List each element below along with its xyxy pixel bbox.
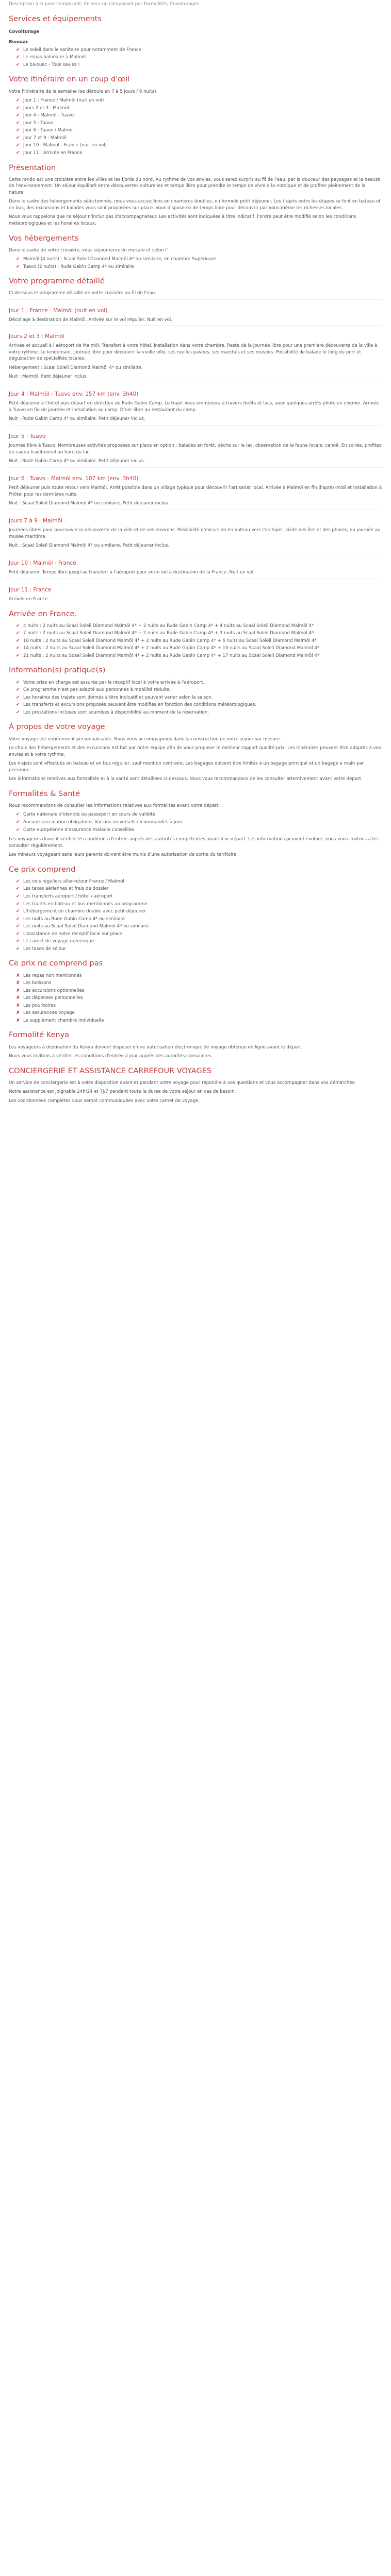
check-icon: ✔ — [16, 702, 20, 708]
cross-icon: ✘ — [16, 995, 20, 1001]
hebergements-intro: Dans le cadre de votre croisière, vous séjournerez en mesure et selon l' — [9, 247, 168, 253]
list-item: ✔ 4 nuits : 2 nuits au Scaal Soleil Diamond Malmöl 4* + 2 nuits au Rude Gabin Camp 4* + 4 nuits au Scaal Soleil Diamond Malmöl 4* — [16, 623, 382, 630]
list-item: ✔ Les taxes de séjour — [16, 946, 382, 953]
conciergerie-section — [9, 1066, 382, 1105]
list-item: ✔ Jour 1 : France / Malmöl (nuit en vol) — [16, 97, 382, 104]
formalite-annexe-section — [9, 1030, 382, 1059]
cross-icon: ✘ — [16, 1018, 20, 1023]
check-icon: ✔ — [16, 113, 20, 118]
list-item: ✔ Les nuits au Rude Gabin Camp 4* ou similaire — [16, 916, 382, 923]
formalites-section — [9, 789, 382, 858]
paragraph: Un service de conciergerie est à votre disposition avant et pendant votre voyage pour répondre à vos questions et vous accompagner dans vos démarches. — [9, 1080, 356, 1086]
list-item: ✔ 10 nuits : 2 nuits au Scaal Soleil Diamond Malmöl 4* + 2 nuits au Rude Gabin Camp 4* + 6 nuits au Scaal Soleil Diamond Malmöl 4* — [16, 638, 382, 645]
paragraph: Nuit : Rude Gabin Camp 4* ou similaire. Petit déjeuner inclus. — [9, 416, 145, 422]
day-title: Jour 10 : Malmöl - France — [9, 560, 76, 566]
paragraph: Nuit : Rude Gabin Camp 4* ou similaire. Petit déjeuner inclus. — [9, 459, 145, 464]
day-block — [9, 579, 382, 603]
list-item: ✔ Les nuits au Scaal Soleil Diamond Malmöl 4* ou similaire — [16, 923, 382, 930]
list-item: ✔ Le bivouac - Tous saviez ! — [16, 62, 382, 69]
propos-section — [9, 722, 382, 782]
prix-comprend-section — [9, 865, 382, 953]
paragraph: Arrivée et accueil à l'aéroport de Malmöl. Transfert à votre hôtel. Installation dans votre chambre. Reste de la journée libre pour une première découverte de la ville à votre rythme. Le lendemain, journée libre pour découvrir la vieille ville, ses ruelles pavées, ses marchés et ses musées. Possibilité de balade le long du port et dégustation de spécialités locales. — [9, 343, 378, 362]
intro-text: Description à la pure composant. Ce sera un composant pur Formalités, Covoiturages — [9, 2, 199, 7]
check-icon: ✔ — [16, 709, 20, 715]
prix-ne-comprend-title: Ce prix ne comprend pas — [9, 959, 103, 968]
check-icon: ✔ — [16, 931, 20, 937]
list-item: ✘ Le supplément chambre individuelle — [16, 1018, 382, 1024]
list-item: ✘ Les dépenses personnelles — [16, 995, 382, 1002]
list-item: ✔ Votre prise en charge est assurée par le réceptif local à votre arrivée à l'aéroport. — [16, 680, 382, 686]
check-icon: ✔ — [16, 623, 20, 629]
itineraire-section — [9, 74, 382, 156]
cross-icon: ✘ — [16, 1003, 20, 1008]
paragraph: Les mineurs voyageant sans leurs parents doivent être munis d'une autorisation de sortie du territoire. — [9, 852, 238, 858]
check-icon: ✔ — [16, 120, 20, 126]
paragraph: Les coordonnées complètes vous seront communiquées avec votre carnet de voyage. — [9, 1098, 200, 1104]
paragraph: Nous vous invitons à vérifier les conditions d'entrée à jour auprès des autorités consulaires. — [9, 1054, 213, 1059]
list-item: ✔ L'assistance de notre réceptif local sur place — [16, 931, 382, 938]
check-icon: ✔ — [16, 264, 20, 269]
day-block — [9, 383, 382, 422]
services-subtitle-2: Bivouac — [9, 40, 29, 45]
infos-title: Information(s) pratique(s) — [9, 666, 106, 675]
prix-ne-comprend-section — [9, 958, 382, 1024]
paragraph: Dans le cadre des hébergements sélectionnés, nous vous accueillons en chambres doubles, en formule petit déjeuner. Les trajets entre les étapes se font en bateau et en bus, des excursions et balades vous sont proposées sur place. Vous disposerez de temps libre pour découvrir par vous-même les richesses locales. — [9, 199, 381, 211]
formalite-annexe-title: Formalité Kenya — [9, 1031, 70, 1040]
formalites-title: Formalités & Santé — [9, 789, 80, 798]
check-icon: ✔ — [16, 150, 20, 156]
list-item: ✔ Les trajets en bateau et bus mentionnés au programme — [16, 901, 382, 908]
hebergements-title: Vos hébergements — [9, 234, 79, 243]
check-icon: ✔ — [16, 812, 20, 818]
check-icon: ✔ — [16, 128, 20, 133]
day-block — [9, 510, 382, 549]
paragraph: Nous vous rappelons que ce séjour n'inclut pas d'accompagnateur. Les activités sont indiquées à titre indicatif, l'ordre peut être modifié selon les conditions météorologiques et les horaires locaux. — [9, 214, 356, 226]
hebergements-section — [9, 233, 382, 270]
list-item: ✔ Le repas balnéaire à Malmöl — [16, 54, 382, 61]
cross-icon: ✘ — [16, 988, 20, 993]
check-icon: ✔ — [16, 631, 20, 636]
check-icon: ✔ — [16, 47, 20, 53]
check-icon: ✔ — [16, 105, 20, 111]
check-icon: ✔ — [16, 98, 20, 104]
check-icon: ✔ — [16, 638, 20, 643]
list-item: ✘ Les boissons — [16, 980, 382, 987]
check-icon: ✔ — [16, 916, 20, 922]
check-icon: ✔ — [16, 939, 20, 944]
paragraph: Les voyageurs doivent vérifier les conditions d'entrée auprès des autorités compétentes avant leur départ. Les informations peuvent évoluer, nous vous invitons à les consulter régulièrement. — [9, 837, 379, 849]
check-icon: ✔ — [16, 62, 20, 67]
paragraph: Petit déjeuner puis route retour vers Malmöl. Arrêt possible dans un village typique pour découvrir l'artisanat local. Arrivée à Malmöl en fin d'après-midi et installation à l'hôtel pour les dernières nuits. — [9, 485, 382, 497]
list-item: ✔ 21 nuits : 2 nuits au Scaal Soleil Diamond Malmöl 4* + 2 nuits au Rude Gabin Camp 4* + 17 nuits au Scaal Soleil Diamond Malmöl 4* — [16, 653, 382, 659]
paragraph: Petit déjeuner à l'hôtel puis départ en direction de Rude Gabin Camp. Le trajet vous emmènera à travers forêts et lacs, avec quelques arrêts photo en chemin. Arrivée à Tuavo en fin de journée et installation au camp. Dîner libre au restaurant du camp. — [9, 401, 379, 413]
check-icon: ✔ — [16, 55, 20, 60]
day-title: Jour 5 : Tuavo — [9, 433, 46, 439]
paragraph: Journées libres pour poursuivre la découverte de la ville et de ses environs. Possibilité d'excursion en bateau vers l'archipel, visite des îles et des phares, ou journée au musée maritime. — [9, 528, 381, 539]
paragraph: Petit déjeuner. Temps libre jusqu'au transfert à l'aéroport pour votre vol à destination de la France. Nuit en vol. — [9, 570, 255, 575]
paragraph: Arrivée en France. — [9, 597, 50, 602]
day-block — [9, 299, 382, 324]
list-item: ✔ Malmöl (4 nuits) : Scaal Soleil Diamond Malmöl 4* ou similaire, en chambre Supérieure — [16, 256, 382, 263]
paragraph: Hébergement : Scaal Soleil Diamond Malmöl 4* ou similaire. — [9, 365, 143, 370]
list-item: ✘ Les repas non mentionnés — [16, 973, 382, 979]
list-item: ✔ Jour 10 : Malmöl - France (nuit en vol) — [16, 142, 382, 149]
list-item: ✔ Jour 7 et 9 : Malmöl — [16, 135, 382, 142]
programme-intro: Ci-dessous le programme détaillé de votre croisière au fil de l'eau. — [9, 291, 156, 296]
check-icon: ✔ — [16, 687, 20, 693]
list-item: ✔ Le carnet de voyage numérique — [16, 938, 382, 945]
paragraph: Nuit : Scaal Soleil Diamond Malmöl 4* ou similaire. Petit déjeuner inclus. — [9, 543, 170, 549]
cross-icon: ✘ — [16, 1010, 20, 1016]
list-item: ✔ 14 nuits : 2 nuits au Scaal Soleil Diamond Malmöl 4* + 2 nuits au Rude Gabin Camp 4* + 10 nuits au Scaal Soleil Diamond Malmöl 4* — [16, 645, 382, 652]
programme-section — [9, 276, 382, 602]
list-item: ✔ Les vols réguliers aller-retour France / Malmöl — [16, 878, 382, 885]
propos-intro: Votre voyage est entièrement personnalisable. Nous vous accompagnons dans la construction de votre séjour sur mesure. — [9, 736, 282, 742]
services-subtitle: Covoiturage — [9, 29, 39, 35]
check-icon: ✔ — [16, 135, 20, 141]
day-meta: Décollage à destination de Malmöl. Arrivée sur le vol régulier. Nuit en vol. — [9, 317, 173, 323]
day-block — [9, 425, 382, 465]
propos-title: À propos de votre voyage — [9, 723, 105, 732]
paragraph: Cette rando est une croisière entre les villes et les fjords du nord. Au rythme de vos envies, vous serez surpris au fil de l'eau, par la douceur des paysages et la beauté de l'environnement. Un séjour équilibré entre découvertes culturelles et temps libre pour prendre le temps de vivre à la nordique et de profiter pleinement de la nature. — [9, 177, 380, 195]
services-title: Services et équipements — [9, 14, 102, 23]
day-block — [9, 325, 382, 380]
check-icon: ✔ — [16, 894, 20, 900]
check-icon: ✔ — [16, 827, 20, 833]
list-item: ✔ Aucune vaccination obligatoire. Vaccins universels recommandés à jour. — [16, 819, 382, 826]
list-item: ✔ Les transferts aéroport / hôtel / aéroport — [16, 893, 382, 900]
paragraph: Nuit : Malmöl. Petit déjeuner inclus. — [9, 374, 88, 380]
check-icon: ✔ — [16, 653, 20, 658]
hebergements-list — [9, 256, 382, 270]
day-block — [9, 552, 382, 576]
day-title: Jour 11 : France — [9, 586, 52, 593]
check-icon: ✔ — [16, 886, 20, 892]
infos-section — [9, 665, 382, 716]
prix-comprend-list — [9, 878, 382, 952]
day-title: Jour 1 : France - Malmöl (nuit en vol) — [9, 308, 108, 314]
itineraire-list — [9, 97, 382, 156]
day-block — [9, 467, 382, 507]
check-icon: ✔ — [16, 820, 20, 825]
prix-comprend-title: Ce prix comprend — [9, 865, 76, 874]
formalites-intro: Nous recommandons de consulter les informations relatives aux formalités avant votre départ. — [9, 803, 220, 808]
itineraire-intro: Votre l'itinéraire de la semaine (se déroule en 7 à 5 jours / 8 nuits) — [9, 89, 156, 94]
programme-title: Votre programme détaillé — [9, 277, 105, 286]
check-icon: ✔ — [16, 143, 20, 148]
check-icon: ✔ — [16, 680, 20, 685]
list-item: ✔ Les taxes aériennes et frais de dossier — [16, 886, 382, 892]
check-icon: ✔ — [16, 878, 20, 884]
check-icon: ✔ — [16, 257, 20, 262]
arrivee-section — [9, 609, 382, 659]
paragraph: Journée libre à Tuavo. Nombreuses activités proposées sur place en option : balades en forêt, pêche sur le lac, observation de la faune locale, canoë. En soirée, profitez du sauna traditionnel au bord du lac. — [9, 443, 382, 455]
list-item: ✔ Les horaires des trajets sont donnés à titre indicatif et peuvent varier selon la saison. — [16, 694, 382, 701]
paragraph: Notre assistance est joignable 24h/24 et 7j/7 pendant toute la durée de votre séjour en cas de besoin. — [9, 1089, 236, 1095]
services-list — [9, 47, 382, 69]
paragraph: Nuit : Scaal Soleil Diamond Malmöl 4* ou similaire. Petit déjeuner inclus. — [9, 501, 170, 506]
formalites-list — [9, 811, 382, 833]
list-item: ✔ Tuavo (2 nuits) : Rude Gabin Camp 4* ou similaire — [16, 264, 382, 270]
day-title: Jours 7 à 9 : Malmöl — [9, 517, 62, 524]
check-icon: ✔ — [16, 924, 20, 929]
paragraph: Le choix des hébergements et des excursions est fait par notre équipe afin de vous proposer le meilleur rapport qualité-prix. Les itinéraires peuvent être adaptés à vos envies et à votre rythme. — [9, 745, 381, 757]
check-icon: ✔ — [16, 901, 20, 907]
paragraph: Les informations relatives aux formalités et à la santé sont détaillées ci-dessous. Nous vous recommandons de les consulter attentivement avant votre départ. — [9, 776, 363, 782]
check-icon: ✔ — [16, 946, 20, 952]
cross-icon: ✘ — [16, 973, 20, 978]
check-icon: ✔ — [16, 694, 20, 700]
paragraph: Les trajets sont effectués en bateau et en bus régulier, sauf mention contraire. Les bagages doivent être limités à un bagage principal et un bagage à main par personne. — [9, 761, 364, 773]
list-item: ✘ Les assurances voyage — [16, 1010, 382, 1016]
day-title: Jour 6 : Tuavo - Malmöl env. 107 km (env. 3h40) — [9, 475, 139, 482]
list-item: ✔ Carte européenne d'assurance maladie conseillée. — [16, 827, 382, 834]
paragraph: Les voyageurs à destination du Kenya doivent disposer d'une autorisation électronique de voyage obtenue en ligne avant le départ. — [9, 1044, 303, 1050]
cross-icon: ✘ — [16, 980, 20, 986]
day-title: Jour 4 : Malmöl - Tuavo env. 157 km (env. 3h40) — [9, 391, 139, 397]
day-title: Jours 2 et 3 : Malmöl — [9, 333, 65, 340]
list-item: ✔ Le soleil dans le sanitaire pour notamment de France — [16, 47, 382, 54]
list-item: ✔ L'hébergement en chambre double avec petit déjeuner — [16, 908, 382, 915]
list-item: ✔ Ce programme n'est pas adapté aux personnes à mobilité réduite. — [16, 687, 382, 693]
arrivee-title: Arrivée en France. — [9, 609, 77, 618]
page — [0, 0, 391, 1122]
list-item: ✔ Jour 4 : Malmöl - Tuavo — [16, 112, 382, 119]
list-item: ✘ Les excursions optionnelles — [16, 988, 382, 994]
list-item: ✔ Jour 11 : Arrivée en France — [16, 150, 382, 157]
list-item: ✔ Jours 2 et 3 : Malmöl — [16, 105, 382, 112]
presentation-section — [9, 163, 382, 227]
presentation-title: Présentation — [9, 163, 56, 172]
list-item: ✔ Les prestations incluses sont soumises à disponibilité au moment de la réservation. — [16, 709, 382, 716]
list-item: ✔ Carte nationale d'identité ou passeport en cours de validité. — [16, 811, 382, 818]
list-item: ✔ 7 nuits : 2 nuits au Scaal Soleil Diamond Malmöl 4* + 2 nuits au Rude Gabin Camp 4* + 3 nuits au Scaal Soleil Diamond Malmöl 4* — [16, 630, 382, 637]
arrivee-list — [9, 623, 382, 659]
list-item: ✔ Les transferts et excursions proposés peuvent être modifiés en fonction des conditions météorologiques. — [16, 702, 382, 708]
list-item: ✔ Jour 6 : Tuavo / Malmöl — [16, 127, 382, 134]
list-item: ✔ Jour 5 : Tuavo — [16, 120, 382, 127]
check-icon: ✔ — [16, 909, 20, 914]
itineraire-title: Votre itinéraire en un coup d'œil — [9, 75, 130, 84]
check-icon: ✔ — [16, 646, 20, 651]
conciergerie-title: CONCIERGERIE ET ASSISTANCE CARREFOUR VOYAGES — [9, 1066, 212, 1075]
services-section — [9, 14, 382, 69]
prix-ne-comprend-list — [9, 973, 382, 1024]
infos-list — [9, 680, 382, 716]
list-item: ✘ Les pourboires — [16, 1003, 382, 1009]
